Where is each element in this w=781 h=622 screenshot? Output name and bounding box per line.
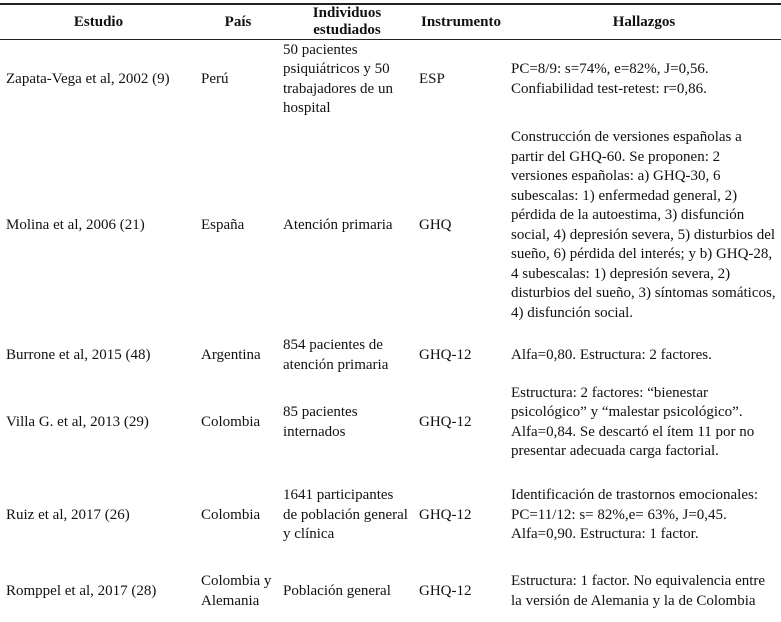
cell-estudio: Zapata-Vega et al, 2002 (9)	[6, 71, 170, 87]
cell-hallazgos: Estructura: 1 factor. No equivalencia entre la versión de Alemania y la de Colombia	[511, 573, 766, 609]
cell-pais: Argentina	[201, 346, 261, 363]
cell-hallazgos: Construcción de versiones españolas a partir del GHQ-60. Se proponen: 2 versiones españolas: a) GHQ-30, 6 subescalas: 1) enfermedad general, 2) pérdida de la autoestima, 3) disfunción social, 4) depresión severa, 5) disturbios del sueño, 6) pérdida del interés; y b) GHQ-28, 4 subescalas: 1) depresión severa, 2) disturbios del sueño, 3) síntomas somáticos, 4) disfunción social.	[511, 129, 776, 321]
cell-instrumento: GHQ-12	[419, 582, 472, 599]
header-hallazgos: Hallazgos	[612, 13, 676, 30]
cell-estudio: Molina et al, 2006 (21)	[6, 216, 145, 233]
cell-instrumento: GHQ	[419, 216, 452, 233]
table-row	[0, 120, 781, 332]
cell-individuos: 1641 participantes de población general y clínica	[283, 487, 408, 543]
cell-instrumento: GHQ-12	[419, 413, 472, 430]
header-estudio: Estudio	[73, 13, 124, 30]
cell-pais: Perú	[201, 71, 229, 87]
cell-individuos: 50 pacientes psiquiátricos y 50 trabajadores de un hospital	[283, 41, 393, 117]
cell-estudio: Burrone et al, 2015 (48)	[6, 346, 151, 363]
cell-estudio: Ruiz et al, 2017 (26)	[6, 506, 130, 523]
cell-pais: Colombia	[201, 413, 261, 430]
header-pais: País	[224, 13, 252, 30]
cell-instrumento: GHQ-12	[419, 346, 472, 363]
cell-hallazgos: Estructura: 2 factores: “bienestar psicológico” y “malestar psicológico”. Alfa=0,84. Se descartó el ítem 11 por no presentar adecuada carga factorial.	[511, 384, 755, 459]
table-row	[0, 40, 781, 120]
cell-pais: Colombia	[201, 506, 261, 523]
cell-hallazgos: Identificación de trastornos emocionales: PC=11/12: s= 82%,e= 63%, J=0,45. Alfa=0,90. Estructura: 1 factor.	[511, 487, 758, 543]
cell-estudio: Villa G. et al, 2013 (29)	[6, 413, 149, 430]
cell-estudio: Romppel et al, 2017 (28)	[6, 582, 157, 599]
cell-individuos: 85 pacientes internados	[283, 404, 358, 440]
table-header-row	[0, 4, 781, 40]
cell-hallazgos: Alfa=0,80. Estructura: 2 factores.	[511, 346, 712, 363]
cell-hallazgos: PC=8/9: s=74%, e=82%, J=0,56. Confiabilidad test-retest: r=0,86.	[511, 61, 709, 97]
header-individuos: Individuos estudiados	[312, 5, 382, 38]
table-row	[0, 380, 781, 466]
cell-individuos: Atención primaria	[283, 216, 393, 233]
studies-table	[0, 3, 781, 618]
cell-pais: Colombia y Alemania	[201, 573, 272, 609]
cell-pais: España	[201, 216, 245, 233]
table-row	[0, 332, 781, 380]
cell-instrumento: ESP	[419, 71, 445, 87]
cell-instrumento: GHQ-12	[419, 506, 472, 523]
cell-individuos: 854 pacientes de atención primaria	[283, 337, 389, 373]
cell-individuos: Población general	[283, 582, 391, 599]
table-row	[0, 566, 781, 618]
header-instrumento: Instrumento	[420, 13, 501, 30]
table-row	[0, 466, 781, 566]
